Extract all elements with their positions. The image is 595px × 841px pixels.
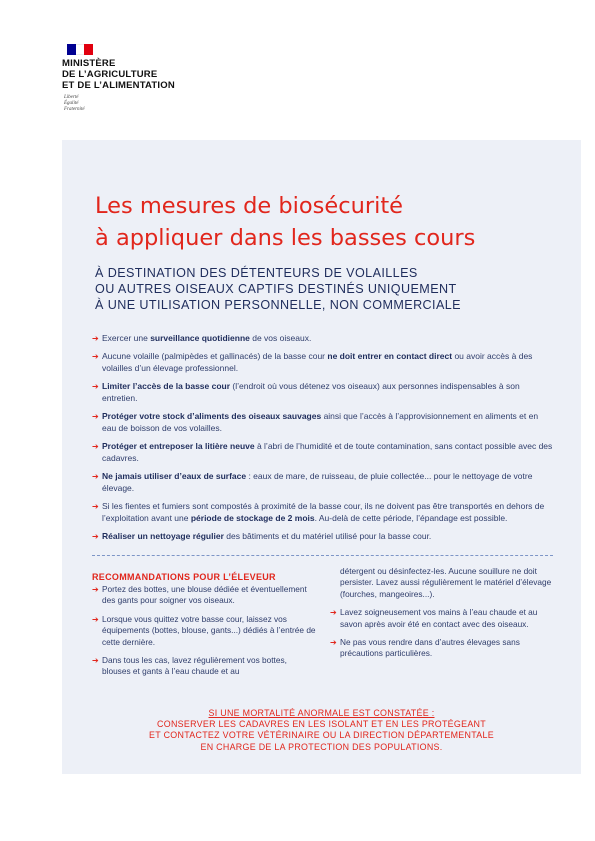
recommendation-text: Portez des bottes, une blouse dédiée et éventuellement des gants pour soigner vos oiseaux.: [102, 584, 307, 606]
measure-post: : eaux de mare, de ruisseau, de pluie collectée... pour le nettoyage de votre élevage.: [102, 471, 533, 493]
measure-bold: surveillance quotidienne: [150, 333, 250, 343]
recommendation-item: [330, 637, 555, 660]
arrow-icon: ➔: [92, 334, 99, 343]
recommendation-text: Lavez soigneusement vos mains à l’eau chaude et au savon après avoir été en contact avec des oiseaux.: [340, 607, 538, 629]
arrow-icon: ➔: [92, 656, 99, 666]
measure-bold: période de stockage de 2 mois: [190, 512, 315, 523]
measure-bold: ne doit entrer en contact direct: [327, 351, 453, 362]
recommendation-item: [92, 584, 317, 607]
arrow-icon: ➔: [92, 472, 99, 482]
measure-item: [92, 501, 554, 524]
recommendation-item: [92, 655, 317, 678]
measures-list: [92, 333, 554, 550]
measure-item: [92, 381, 554, 404]
motto-line: Fraternité: [64, 107, 85, 112]
measure-post: . Au-delà de cette période, l’épandage est possible.: [314, 512, 508, 523]
arrow-icon: ➔: [92, 502, 99, 512]
measure-item: [92, 441, 554, 464]
measure-post: (l’endroit où vous détenez vos oiseaux) aux personnes indispensables à son entretien.: [102, 381, 520, 403]
measure-item: [92, 351, 554, 374]
recommendations-list-2: [330, 607, 555, 660]
measure-item: [92, 471, 554, 494]
measure-bold: Limiter l’accès de la basse cour: [102, 381, 231, 392]
recommendation-item: [92, 614, 317, 648]
measure-pre: Exercer une: [102, 333, 151, 343]
subtitle-line: OU AUTRES OISEAUX CAPTIFS DESTINÉS UNIQUEMENT: [95, 282, 457, 296]
alert-line: CONSERVER LES CADAVRES EN LES ISOLANT ET EN LES PROTÉGEANT: [157, 719, 486, 730]
republic-flag-logo: [67, 44, 93, 55]
arrow-icon: ➔: [92, 585, 99, 594]
arrow-icon: ➔: [92, 352, 99, 362]
recommendations-column-1: [92, 584, 317, 685]
ministry-line: MINISTÈRE: [62, 58, 116, 69]
arrow-icon: ➔: [92, 382, 99, 392]
measure-bold: Réaliser un nettoyage régulier: [102, 531, 224, 542]
arrow-icon: ➔: [92, 614, 99, 624]
measure-post: à l’abri de l’humidité et de toute contamination, sans contact possible avec des cadavres.: [102, 441, 553, 463]
measure-item: [92, 333, 554, 345]
arrow-icon: ➔: [92, 532, 99, 542]
title-line: Les mesures de biosécurité: [95, 193, 404, 219]
alert-line: ET CONTACTEZ VOTRE VÉTÉRINAIRE OU LA DIRECTION DÉPARTEMENTALE: [149, 730, 494, 741]
arrow-icon: ➔: [92, 442, 99, 452]
measure-pre: Si les fientes et fumiers sont compostés à proximité de la basse cour, ils ne doivent pas être transportés en dehors de l’exploitation avant une: [102, 501, 545, 523]
republic-motto: [64, 95, 85, 113]
recommendation-text: Ne pas vous rendre dans d’autres élevages sans précautions particulières.: [340, 637, 520, 659]
section-divider: [92, 555, 553, 556]
arrow-icon: ➔: [92, 412, 99, 422]
ministry-line: DE L’AGRICULTURE: [62, 69, 158, 80]
recommendation-text: Lorsque vous quittez votre basse cour, laissez vos équipements (bottes, blouse, gants...) dédiés à l’entrée de cette dernière.: [102, 613, 316, 647]
title-line: à appliquer dans les basses cours: [95, 225, 476, 251]
recommendation-text: Dans tous les cas, lavez régulièrement vos bottes, blouses et gants à l’eau chaude et au: [102, 655, 287, 677]
measure-post: ainsi que l’accès à l’approvisionnement en aliments et en eau de boisson de vos volailles.: [102, 411, 539, 433]
subtitle-line: À UNE UTILISATION PERSONNELLE, NON COMMERCIALE: [95, 298, 461, 312]
measure-bold: Protéger et entreposer la litière neuve: [102, 441, 255, 452]
measure-bold: Protéger votre stock d’aliments des oiseaux sauvages: [102, 411, 322, 422]
ministry-line: ET DE L’ALIMENTATION: [62, 80, 175, 91]
motto-line: Liberté: [64, 95, 79, 100]
measure-bold: Ne jamais utiliser d’eaux de surface: [102, 471, 247, 482]
measure-pre: Aucune volaille (palmipèdes et gallinacés) de la basse cour: [102, 351, 328, 362]
mortality-alert: [62, 708, 581, 753]
subtitle-line: À DESTINATION DES DÉTENTEURS DE VOLAILLES: [95, 266, 418, 280]
alert-lead: SI UNE MORTALITÉ ANORMALE EST CONSTATÉE :: [208, 708, 435, 718]
measure-item: [92, 531, 554, 543]
alert-line: EN CHARGE DE LA PROTECTION DES POPULATIONS.: [200, 741, 443, 752]
measure-post: des bâtiments et du matériel utilisé pour la basse cour.: [223, 531, 432, 542]
ministry-name: [62, 58, 175, 91]
recommendation-continuation: détergent ou désinfectez-les. Aucune souillure ne doit persister. Lavez aussi régulièrement le matériel d’élevage (fourches, mangeoires...).: [340, 566, 552, 599]
arrow-icon: ➔: [330, 608, 337, 618]
arrow-icon: ➔: [330, 638, 337, 648]
recommendations-column-2: [330, 566, 555, 667]
measure-post: de vos oiseaux.: [249, 333, 312, 343]
measure-post: ou avoir accès à des volailles d’un élevage professionnel.: [102, 351, 533, 373]
page-title: [95, 190, 565, 254]
recommendations-title: RECOMMANDATIONS POUR L’ÉLEVEUR: [92, 572, 276, 582]
page-subtitle: [95, 265, 545, 313]
recommendation-item: [330, 607, 555, 630]
measure-item: [92, 411, 554, 434]
motto-line: Égalité: [64, 101, 79, 106]
